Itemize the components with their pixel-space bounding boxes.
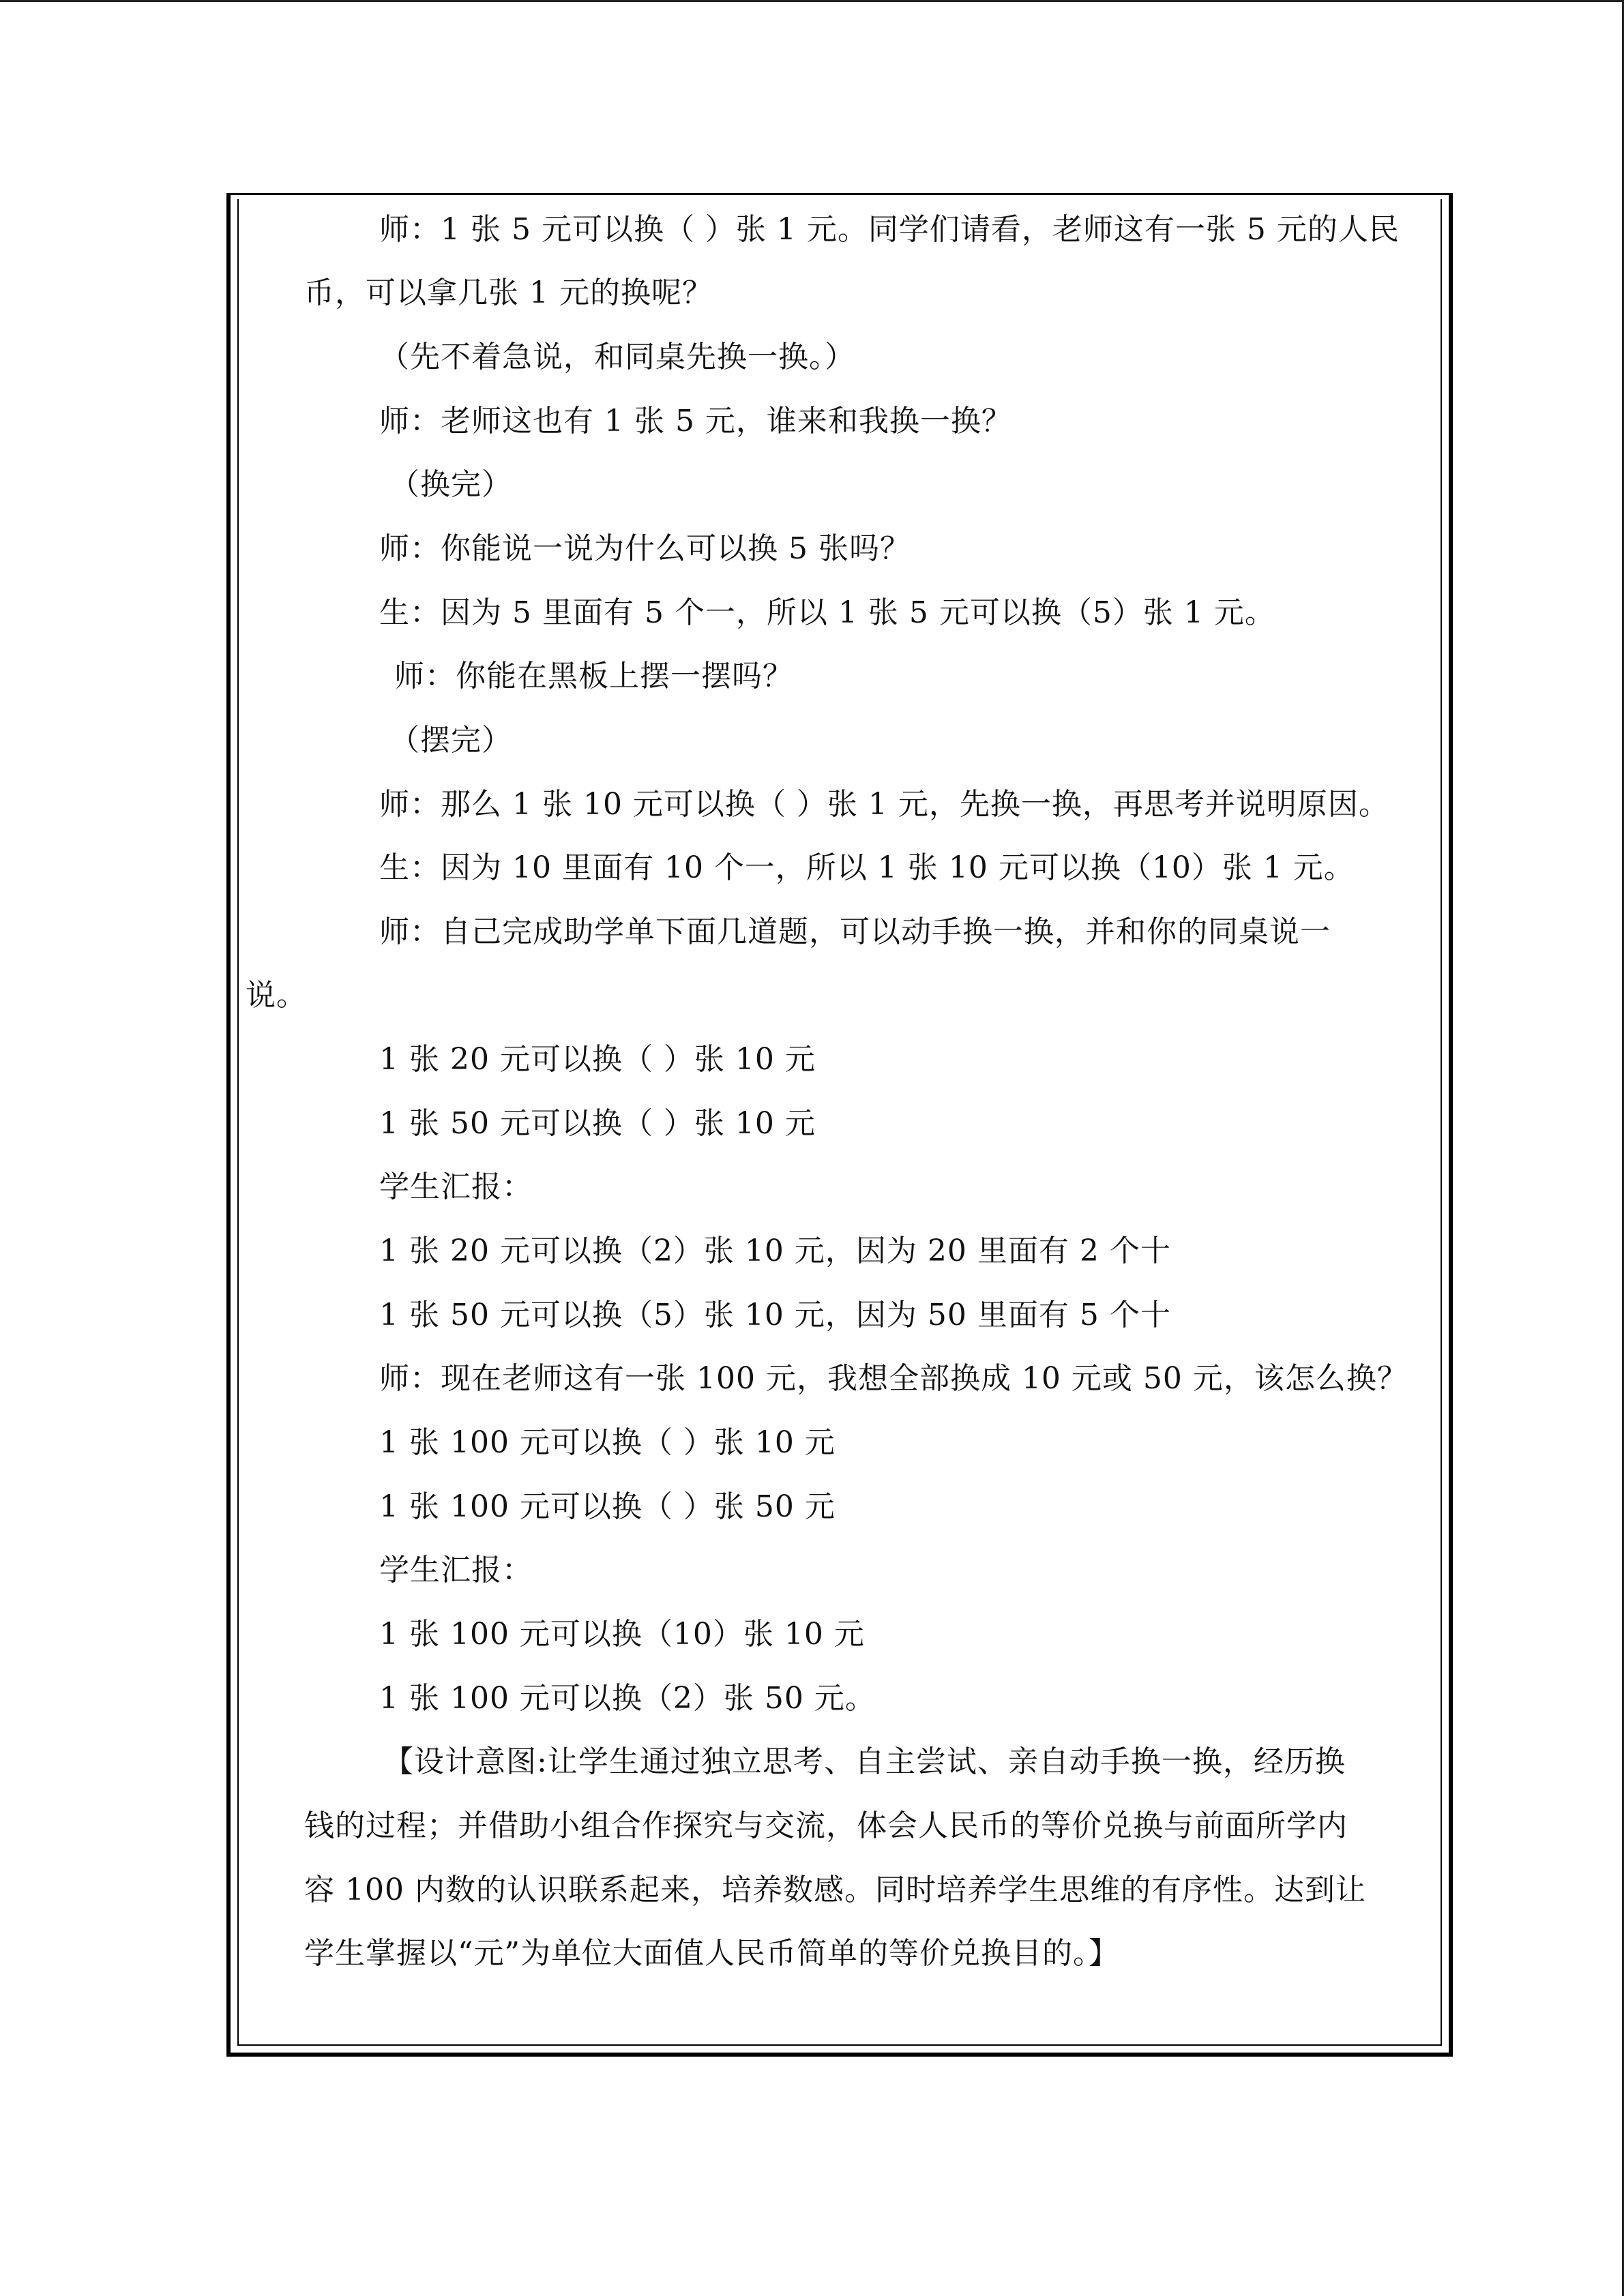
- text-line: 师：你能在黑板上摆一摆吗？: [394, 659, 793, 694]
- text-line: （换完）: [389, 467, 512, 502]
- text-line: 1 张 100 元可以换（10）张 10 元: [379, 1617, 865, 1652]
- text-line: 生：因为 10 里面有 10 个一，所以 1 张 10 元可以换（10）张 1 元。: [379, 850, 1355, 885]
- text-line: 1 张 20 元可以换（ ）张 10 元: [379, 1042, 816, 1077]
- text-line: 师：1 张 5 元可以换（ ）张 1 元。同学们请看，老师这有一张 5 元的人民: [379, 212, 1400, 247]
- text-line: 1 张 50 元可以换（ ）张 10 元: [379, 1106, 816, 1141]
- text-line: 1 张 100 元可以换（ ）张 50 元: [379, 1489, 836, 1524]
- text-line: 师：老师这也有 1 张 5 元，谁来和我换一换？: [379, 404, 1012, 438]
- text-line: （先不着急说，和同桌先换一换。）: [379, 340, 855, 374]
- text-line: 【设计意图:让学生通过独立思考、自主尝试、亲自动手换一换，经历换: [383, 1744, 1346, 1779]
- text-line: （摆完）: [389, 723, 512, 758]
- text-line: 1 张 20 元可以换（2）张 10 元，因为 20 里面有 2 个十: [379, 1234, 1171, 1268]
- text-line: 学生汇报：: [379, 1169, 533, 1204]
- text-line: 师：现在老师这有一张 100 元，我想全部换成 10 元或 50 元，该怎么换？: [379, 1361, 1408, 1396]
- text-line: 师：那么 1 张 10 元可以换（ ）张 1 元，先换一换，再思考并说明原因。: [379, 787, 1389, 822]
- text-line: 币，可以拿几张 1 元的换呢？: [304, 275, 713, 310]
- text-line: 1 张 100 元可以换（ ）张 10 元: [379, 1425, 836, 1460]
- text-line: 说。: [246, 978, 307, 1013]
- text-line: 学生汇报：: [379, 1553, 533, 1587]
- text-line: 1 张 50 元可以换（5）张 10 元，因为 50 里面有 5 个十: [379, 1298, 1171, 1332]
- text-line: 师：你能说一说为什么可以换 5 张吗？: [379, 531, 911, 566]
- text-line: 容 100 内数的认识联系起来，培养数感。同时培养学生思维的有序性。达到让: [304, 1873, 1366, 1907]
- page-top-edge: [0, 0, 1624, 2]
- text-line: 生：因为 5 里面有 5 个一，所以 1 张 5 元可以换（5）张 1 元。: [379, 595, 1275, 630]
- text-line: 学生掌握以“元”为单位大面值人民币简单的等价兑换目的。】: [304, 1936, 1119, 1971]
- text-line: 钱的过程；并借助小组合作探究与交流，体会人民币的等价兑换与前面所学内: [304, 1808, 1348, 1843]
- text-line: 1 张 100 元可以换（2）张 50 元。: [379, 1681, 876, 1716]
- text-line: 师：自己完成助学单下面几道题，可以动手换一换，并和你的同桌说一: [379, 914, 1331, 949]
